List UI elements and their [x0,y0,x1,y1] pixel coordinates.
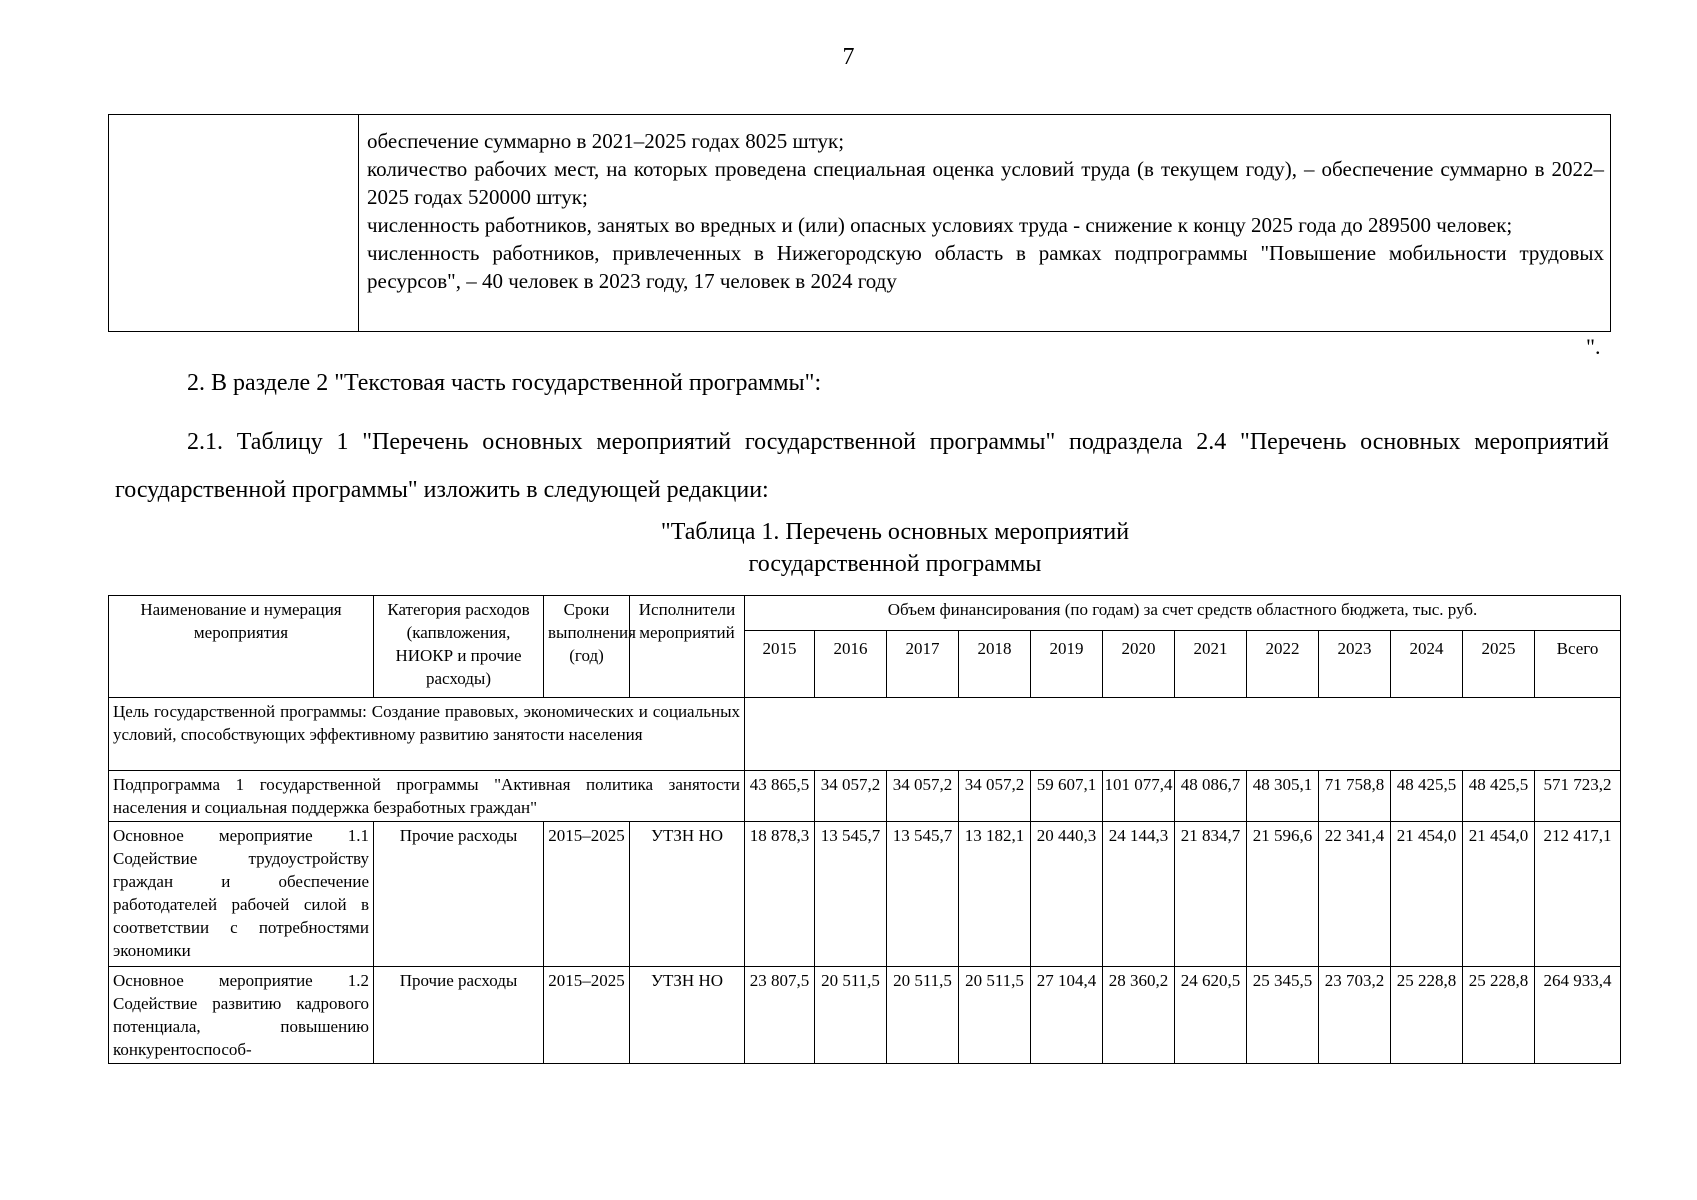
funding-cell: 20 511,5 [959,967,1031,1064]
continuation-table [108,114,1611,332]
funding-cell: 13 545,7 [815,822,887,967]
header-year: 2019 [1031,631,1103,698]
activity-executor: УТЗН НО [630,967,745,1064]
table-caption [0,516,1697,580]
funding-cell: 23 703,2 [1319,967,1391,1064]
header-year: 2016 [815,631,887,698]
header-period: Сроки выполнения (год) [544,596,630,698]
continuation-empty-cell [109,115,359,332]
funding-total-cell: 571 723,2 [1535,771,1621,822]
header-name: Наименование и нумерация мероприятия [109,596,374,698]
header-year: 2015 [745,631,815,698]
activity-period: 2015–2025 [544,967,630,1064]
goal-text: Цель государственной программы: Создание правовых, экономических и социальных условий, способствующих эффективному развитию занятости населения [109,698,745,771]
funding-cell: 20 511,5 [887,967,959,1064]
activity-category: Прочие расходы [374,822,544,967]
activity-name: Основное мероприятие 1.2 Содействие развитию кадрового потенциала, повышению конкурентоспособ- [109,967,374,1064]
activities-table [108,595,1621,1064]
funding-cell: 25 345,5 [1247,967,1319,1064]
indicator-line: обеспечение суммарно в 2021–2025 годах 8025 штук; [367,129,845,153]
funding-cell: 24 620,5 [1175,967,1247,1064]
page-number: 7 [842,44,855,70]
continuation-text-cell [359,115,1611,332]
funding-cell: 34 057,2 [887,771,959,822]
header-year: 2022 [1247,631,1319,698]
indicator-line: численность работников, занятых во вредных и (или) опасных условиях труда - снижение к концу 2025 года до 289500 человек; [367,213,1513,237]
header-year: 2021 [1175,631,1247,698]
funding-total-cell: 212 417,1 [1535,822,1621,967]
header-funding: Объем финансирования (по годам) за счет средств областного бюджета, тыс. руб. [745,596,1621,631]
header-year: 2018 [959,631,1031,698]
funding-cell: 24 144,3 [1103,822,1175,967]
activity-name: Основное мероприятие 1.1 Содействие трудоустройству граждан и обеспечение работодателей рабочей силой в соответствии с потребностями экономики [109,822,374,967]
funding-cell: 101 077,4 [1103,771,1175,822]
funding-cell: 71 758,8 [1319,771,1391,822]
goal-row [109,698,1621,771]
activity-executor: УТЗН НО [630,822,745,967]
activity-category: Прочие расходы [374,967,544,1064]
header-year: 2023 [1319,631,1391,698]
funding-total-cell: 264 933,4 [1535,967,1621,1064]
funding-cell: 21 454,0 [1391,822,1463,967]
header-executors: Исполнители мероприятий [630,596,745,698]
header-year: 2020 [1103,631,1175,698]
funding-cell: 48 425,5 [1391,771,1463,822]
instruction-paragraph: 2.1. Таблицу 1 "Перечень основных мероприятий государственной программы" подраздела 2.4 "Перечень основных мероприятий государственной программы" изложить в следующей редакции: [115,429,1609,503]
indicator-line: количество рабочих мест, на которых проведена специальная оценка условий труда (в текущем году), – обеспечение суммарно в 2022–2025 годах 520000 штук; [367,157,1604,209]
activity-row [109,967,1621,1064]
header-year: 2024 [1391,631,1463,698]
funding-cell: 21 596,6 [1247,822,1319,967]
subprogram-row [109,771,1621,822]
funding-cell: 13 545,7 [887,822,959,967]
funding-cell: 21 834,7 [1175,822,1247,967]
funding-cell: 48 086,7 [1175,771,1247,822]
caption-line: "Таблица 1. Перечень основных мероприятий [660,519,1130,545]
funding-cell: 23 807,5 [745,967,815,1064]
activity-period: 2015–2025 [544,822,630,967]
indicator-line: численность работников, привлеченных в Нижегородскую область в рамках подпрограммы "Повышение мобильности трудовых ресурсов", – 40 человек в 2023 году, 17 человек в 2024 году [367,241,1604,293]
funding-cell: 48 305,1 [1247,771,1319,822]
header-category: Категория расходов (капвложения, НИОКР и прочие расходы) [374,596,544,698]
funding-cell: 13 182,1 [959,822,1031,967]
funding-cell: 18 878,3 [745,822,815,967]
section-paragraph: 2. В разделе 2 "Текстовая часть государственной программы": [187,370,822,396]
caption-line: государственной программы [748,551,1042,577]
funding-cell: 21 454,0 [1463,822,1535,967]
header-year: 2017 [887,631,959,698]
activity-row [109,822,1621,967]
header-year: 2025 [1463,631,1535,698]
funding-cell: 28 360,2 [1103,967,1175,1064]
funding-cell: 43 865,5 [745,771,815,822]
closing-quote: ". [1586,334,1601,359]
funding-cell: 22 341,4 [1319,822,1391,967]
funding-cell: 34 057,2 [959,771,1031,822]
funding-cell: 34 057,2 [815,771,887,822]
header-total: Всего [1535,631,1621,698]
funding-cell: 59 607,1 [1031,771,1103,822]
funding-cell: 20 511,5 [815,967,887,1064]
funding-cell: 20 440,3 [1031,822,1103,967]
funding-cell: 25 228,8 [1391,967,1463,1064]
funding-cell: 27 104,4 [1031,967,1103,1064]
goal-empty-cell [745,698,1621,771]
funding-cell: 48 425,5 [1463,771,1535,822]
funding-cell: 25 228,8 [1463,967,1535,1064]
subprogram-name: Подпрограмма 1 государственной программы "Активная политика занятости населения и социальная поддержка безработных граждан" [109,771,745,822]
